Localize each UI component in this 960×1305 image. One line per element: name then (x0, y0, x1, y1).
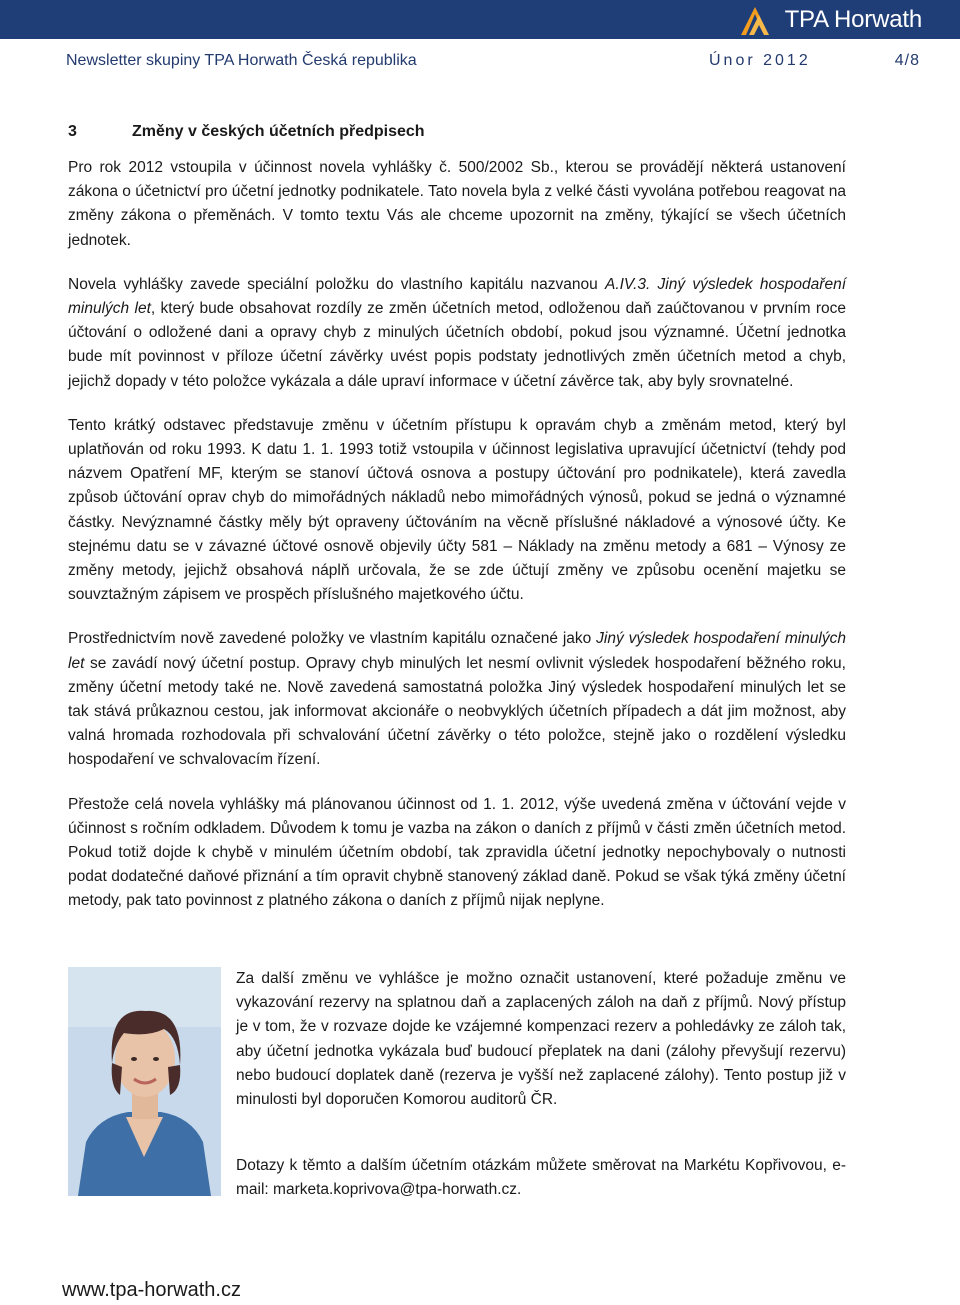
contact-text (236, 967, 846, 1245)
newsletter-title: Newsletter skupiny TPA Horwath Česká republika (66, 52, 417, 69)
top-brand-bar (0, 0, 960, 39)
paragraph-effective-date: Přestože celá novela vyhlášky má plánovanou účinnost od 1. 1. 2012, výše uvedená změna v účtování vejde v účinnost s ročním odkladem. Důvodem k tomu je vazba na zákon o daních z příjmů v části změn účetních metod. Pokud totiž dojde k chybě v minulém účetním období, tak zpravidla účetní jednotky nepochybovaly o nutnosti podat dodatečné daňové přiznání a tím opravit chybně stanovený základ daně. Pokud se však týká změny účetní metody, pak tato povinnost z platného zákona o daních z příjmů nijak neplyne. (68, 795, 846, 910)
paragraph-text: , který bude obsahovat rozdíly ze změn účetních metod, odloženou daň zaúčtovanou v prvním roce účtování o odložené dani a opravy chyb z minulých účetních období, pokud jsou významné. Účetní jednotka bude mít povinnost v příloze účetní závěrky uvést popis podstaty jednotlivých změn účetních metod a chyb, jejichž dopady v této položce vykázala a dále upraví informace v účetní závěrce tak, aby byly srovnatelné. (68, 300, 846, 390)
author-photo (68, 967, 221, 1196)
paragraph-tax-reserve: Za další změnu ve vyhlášce je možno označit ustanovení, které požaduje změnu ve vykazování rezervy na splatnou daň a zaplacených záloh na daň z příjmů. Nový přístup je v tom, že v rozvaze dojde ke vzájemné kompenzaci rezerv a pohledávky ze záloh tak, aby účetní jednotka vykázala buď budoucí přeplatek na dani (zálohy převyšují rezervu) nebo budoucí doplatek daně (rezerva je vyšší než zaplacené zálohy). Tento postup již v minulosti byl doporučen Komorou auditorů ČR. (236, 970, 846, 1109)
section-number: 3 (68, 123, 77, 140)
running-header (66, 52, 920, 72)
brand-name: TPA Horwath (784, 6, 922, 33)
footer-website-link[interactable]: www.tpa-horwath.cz (62, 1279, 241, 1301)
tpa-chevron-logo-icon (739, 3, 779, 37)
brand-logo[interactable] (739, 2, 922, 38)
section-heading (68, 120, 846, 144)
paragraph-text: se zavádí nový účetní postup. Opravy chyb minulých let nesmí ovlivnit výsledek hospodaření běžného roku, změny účetní metody také ne. Nově zavedená samostatná položka Jiný výsledek hospodaření minulých let se tak stává průkaznou cestou, jak informovat akcionáře o neobvyklých účetních případech a dát jim možnost, aby valná hromada rozhodovala při schvalování účetní závěrky o této položce, stejně jako o rozdělení výsledku hospodaření ve schvalovacím řízení. (68, 654, 846, 769)
paragraph-intro: Pro rok 2012 vstoupila v účinnost novela vyhlášky č. 500/2002 Sb., kterou se provádějí některá ustanovení zákona o účetnictví pro účetní jednotky podnikatele. Tato novela byla z velké části vyvolána potřebou reagovat na změny zákona o přeměnách. V tomto textu Vás ale chceme upozornit na změny, týkající se všech účetních jednotek. (68, 159, 846, 249)
paragraph-contact: Dotazy k těmto a dalším účetním otázkám můžete směrovat na Markétu Kopřivovou, e-mail: marketa.koprivova@tpa-horwath.cz. (236, 1157, 846, 1199)
paragraph-text: Novela vyhlášky zavede speciální položku do vlastního kapitálu nazvanou (68, 275, 605, 293)
item-name-italic: Jiný výsledek hospodaření minulých let (68, 630, 846, 672)
section-title: Změny v českých účetních předpisech (132, 123, 425, 140)
paragraph-history: Tento krátký odstavec představuje změnu v účetním přístupu k opravám chyb a změnám metod, který byl uplatňován od roku 1993. K datu 1. 1. 1993 totiž vstoupila v účinnost legislativa upravující účetnictví (tehdy pod názvem Opatření MF, kterým se stanoví účtová osnova a postupy účtování pro podnikatele), která zavedla způsob účtování oprav chyb do mimořádných nákladů nebo mimořádných výnosů, pokud se jedná o významné částky. Nevýznamné částky měly být opraveny účtováním na věcně příslušné nákladové a výnosové účty. Ke stejnému datu se v závazné účtové osnově objevily účty 581 – Náklady na změnu metody a 681 – Výnosy ze změny metody, jejichž obsahová náplň určovala, že se zde účtují změny ve způsobu ocenění majetku se souvztažným zápisem ve prospěch příslušného majetkového účtu. (68, 416, 846, 604)
paragraph-text: Prostřednictvím nově zavedené položky ve vlastním kapitálu označené jako (68, 630, 597, 648)
page-number: 4/8 (894, 52, 920, 69)
issue-date: Únor 2012 (709, 52, 811, 69)
paragraph-new-procedure (68, 627, 846, 772)
article-body (68, 120, 846, 934)
item-name-italic: A.IV.3. Jiný výsledek hospodaření minulých let (68, 275, 847, 318)
paragraph-new-item (68, 273, 846, 394)
